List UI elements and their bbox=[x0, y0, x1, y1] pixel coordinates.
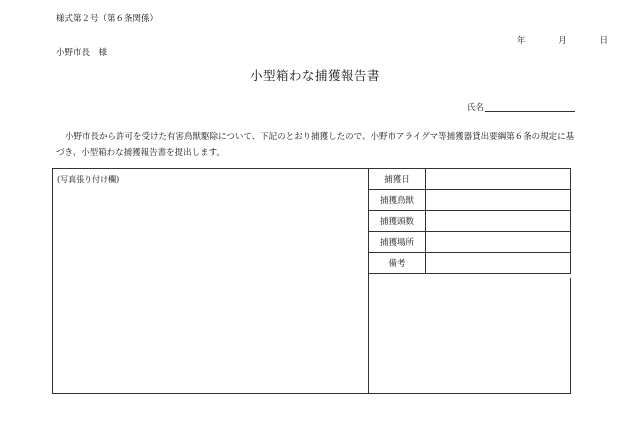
remarks-extended-area[interactable] bbox=[368, 278, 571, 394]
document-title: 小型箱わな捕獲報告書 bbox=[249, 68, 380, 83]
addressee: 小野市長 様 bbox=[56, 48, 108, 58]
remarks-field[interactable] bbox=[426, 253, 571, 274]
date-month-label: 月 bbox=[558, 36, 567, 46]
capture-date-field[interactable] bbox=[426, 169, 571, 190]
photo-attachment-area[interactable] bbox=[52, 168, 369, 394]
applicant-name-field[interactable] bbox=[485, 111, 575, 112]
photo-area-label: (写真張り付け欄) bbox=[57, 175, 120, 184]
date-year-label: 年 bbox=[517, 36, 526, 46]
table-row bbox=[369, 232, 571, 253]
applicant-name-label: 氏名 bbox=[467, 103, 485, 113]
table-row bbox=[369, 253, 571, 274]
table-row bbox=[369, 169, 571, 190]
capture-date-label: 捕獲日 bbox=[369, 169, 426, 190]
capture-info-table bbox=[368, 168, 571, 274]
captured-animal-field[interactable] bbox=[426, 190, 571, 211]
capture-location-label: 捕獲場所 bbox=[369, 232, 426, 253]
capture-count-field[interactable] bbox=[426, 211, 571, 232]
capture-location-field[interactable] bbox=[426, 232, 571, 253]
table-row bbox=[369, 190, 571, 211]
captured-animal-label: 捕獲鳥獣 bbox=[369, 190, 426, 211]
remarks-label: 備考 bbox=[369, 253, 426, 274]
date-line bbox=[517, 34, 622, 46]
date-day-label: 日 bbox=[599, 36, 608, 46]
capture-count-label: 捕獲頭数 bbox=[369, 211, 426, 232]
body-paragraph: 小野市長から許可を受けた有害鳥獣駆除について、下記のとおり捕獲したので、小野市アライグマ等捕獲器貸出要綱第６条の規定に基づき、小型箱わな捕獲報告書を提出します。 bbox=[56, 132, 575, 158]
form-number: 様式第２号（第６条関係） bbox=[56, 14, 159, 24]
table-row bbox=[369, 211, 571, 232]
